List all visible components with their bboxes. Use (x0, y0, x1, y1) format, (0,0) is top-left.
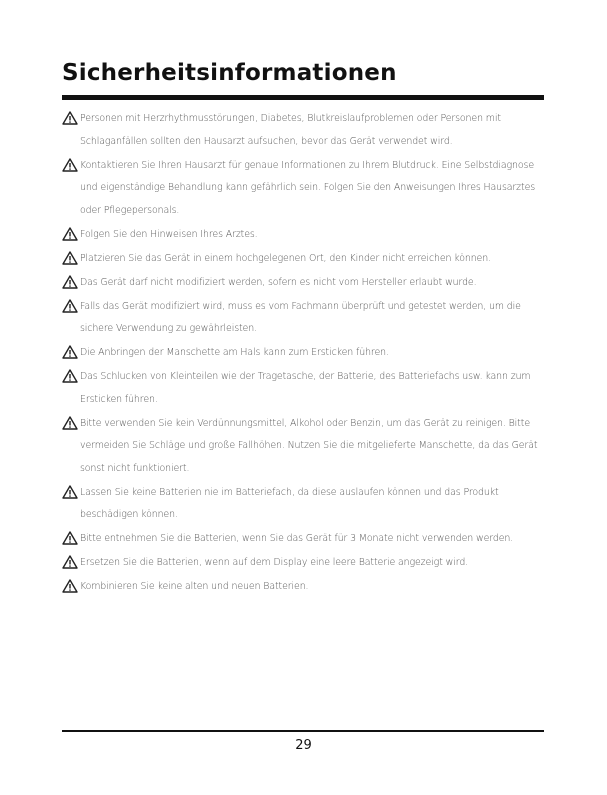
warning-triangle-icon (62, 345, 78, 359)
list-item-text: Die Anbringen der Manschette am Hals kann zum Ersticken führen. (80, 347, 389, 358)
list-item-text: Bitte entnehmen Sie die Batterien, wenn Sie das Gerät für 3 Monate nicht verwenden werden. (80, 533, 514, 544)
list-item-text: Folgen Sie den Hinweisen Ihres Arztes. (80, 228, 258, 240)
page-title: Sicherheitsinformationen (62, 60, 397, 86)
list-item-text: Bitte verwenden Sie kein Verdünnungsmittel, Alkohol oder Benzin, um das Gerät zu reinigen. Bitte vermeiden Sie Schläge und große Fallhöhen. Nutzen Sie die mitgelieferte Manschette, da das Gerät sonst nicht funktioniert. (80, 417, 538, 474)
list-item (62, 108, 544, 153)
list-item (62, 482, 544, 527)
list-item (62, 366, 544, 411)
list-item (62, 224, 544, 247)
warning-triangle-icon (62, 227, 78, 241)
warning-triangle-icon (62, 555, 78, 569)
list-item-text: Platzieren Sie das Gerät in einem hochgelegenen Ort, den Kinder nicht erreichen können. (80, 252, 491, 264)
list-item-text: Kontaktieren Sie Ihren Hausarzt für genaue Informationen zu Ihrem Blutdruck. Eine Selbstdiagnose und eigenständige Behandlung kann gefährlich sein. Folgen Sie den Anweisungen Ihres Hausarztes oder Pflegepersonals. (80, 159, 536, 216)
list-item (62, 155, 544, 223)
list-item (62, 342, 544, 365)
list-item-text: Kombinieren Sie keine alten und neuen Batterien. (80, 581, 309, 592)
list-item-text: Ersetzen Sie die Batterien, wenn auf dem Display eine leere Batterie angezeigt wird. (80, 557, 469, 568)
warning-triangle-icon (62, 485, 78, 499)
list-item (62, 296, 544, 341)
page-number: 29 (295, 738, 312, 753)
list-item-text: Lassen Sie keine Batterien nie im Batteriefach, da diese auslaufen können und das Produkt beschädigen können. (80, 486, 499, 520)
footer-divider (62, 730, 544, 732)
warning-triangle-icon (62, 416, 78, 430)
warning-triangle-icon (62, 111, 78, 125)
warning-triangle-icon (62, 158, 78, 172)
warning-triangle-icon (62, 299, 78, 313)
safety-list (62, 108, 544, 600)
list-item-text: Das Gerät darf nicht modifiziert werden, sofern es nicht vom Hersteller erlaubt wurde. (80, 276, 477, 288)
list-item-text: Personen mit Herzrhythmusstörungen, Diabetes, Blutkreislaufproblemen oder Personen mit Schlaganfällen sollten den Hausarzt aufsuchen, bevor das Gerät verwendet wird. (80, 113, 501, 147)
list-item-text: Das Schlucken von Kleinteilen wie der Tragetasche, der Batterie, des Batteriefachs usw. kann zum Ersticken führen. (80, 371, 531, 405)
title-divider (62, 95, 544, 100)
warning-triangle-icon (62, 579, 78, 593)
warning-triangle-icon (62, 531, 78, 545)
list-item (62, 413, 544, 481)
list-item (62, 576, 544, 599)
warning-triangle-icon (62, 251, 78, 265)
list-item (62, 528, 544, 551)
warning-triangle-icon (62, 369, 78, 383)
list-item-text: Falls das Gerät modifiziert wird, muss es vom Fachmann überprüft und getestet werden, um die sichere Verwendung zu gewährleisten. (80, 300, 521, 334)
list-item (62, 552, 544, 575)
list-item (62, 248, 544, 271)
list-item (62, 272, 544, 295)
warning-triangle-icon (62, 275, 78, 289)
